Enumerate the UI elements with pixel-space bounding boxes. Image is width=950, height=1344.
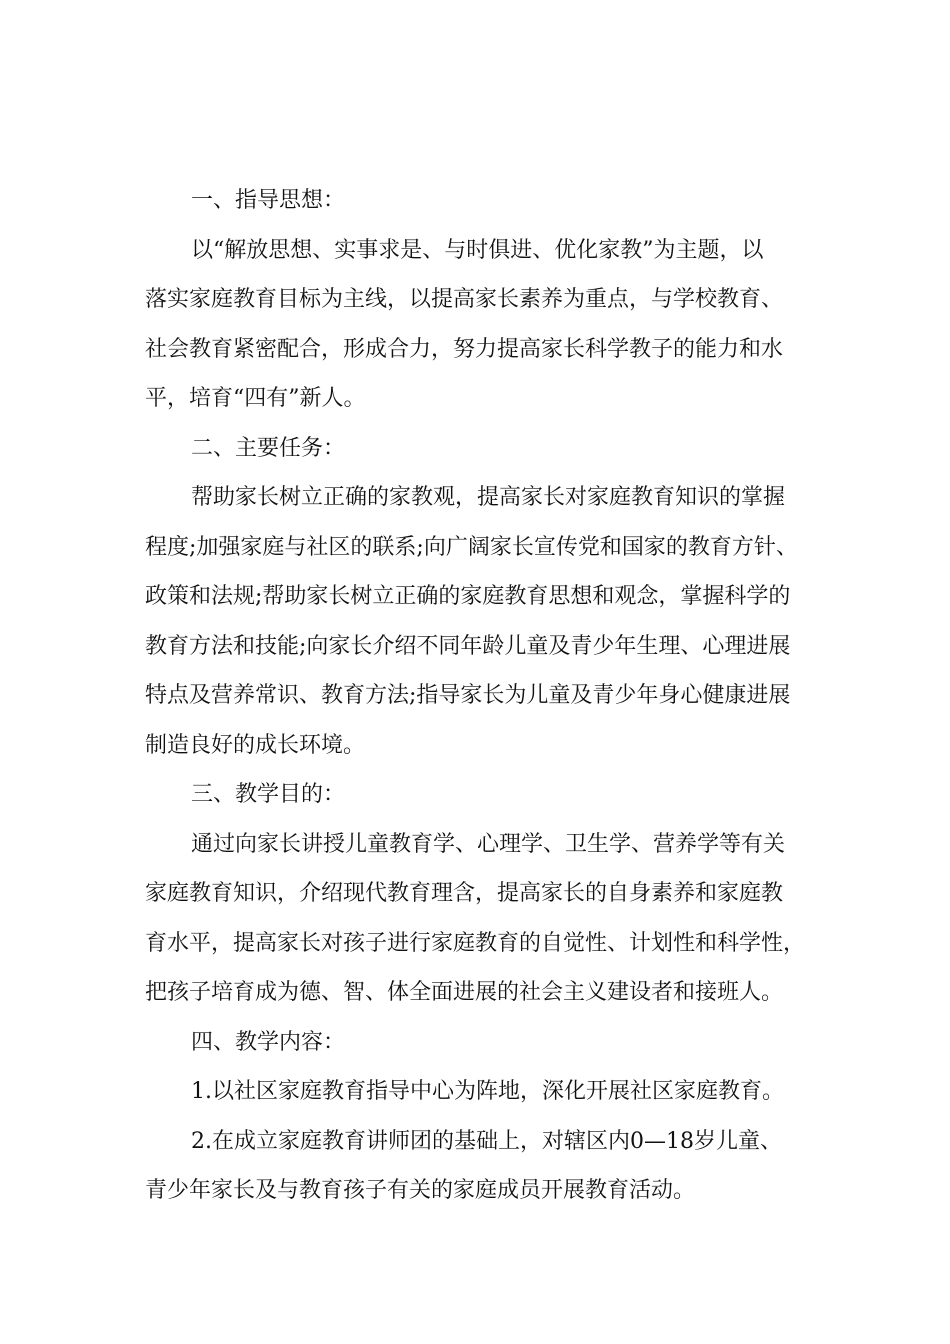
list-item: 2.在成立家庭教育讲师团的基础上，对辖区内0—18岁儿童、: [191, 1128, 782, 1154]
section-heading-guiding-ideology: 一、指导思想：: [191, 188, 346, 213]
paragraph-line: 政策和法规;帮助家长树立正确的家庭教育思想和观念，掌握科学的: [145, 584, 791, 609]
paragraph-line: 把孩子培育成为德、智、体全面进展的社会主义建设者和接班人。: [145, 980, 784, 1005]
paragraph-line: 制造良好的成长环境。: [145, 732, 366, 758]
paragraph-line: 青少年家长及与教育孩子有关的家庭成员开展教育活动。: [145, 1178, 696, 1203]
list-item: 1.以社区家庭教育指导中心为阵地，深化开展社区家庭教育。: [191, 1079, 784, 1104]
paragraph-line: 通过向家长讲授儿童教育学、心理学、卫生学、营养学等有关: [191, 831, 786, 857]
paragraph-line: 以“解放思想、实事求是、与时俱进、优化家教”为主题，以: [191, 237, 764, 263]
paragraph-line: 特点及营养常识、教育方法;指导家长为儿童及青少年身心健康进展: [145, 683, 791, 708]
paragraph-line: 教育方法和技能;向家长介绍不同年龄儿童及青少年生理、心理进展: [145, 633, 791, 659]
paragraph-line: 帮助家长树立正确的家教观，提高家长对家庭教育知识的掌握: [191, 485, 786, 510]
paragraph-line: 落实家庭教育目标为主线，以提高家长素养为重点，与学校教育、: [145, 287, 784, 312]
paragraph-line: 平，培育“四有”新人。: [145, 386, 366, 411]
section-heading-main-tasks: 二、主要任务：: [191, 435, 346, 461]
paragraph-line: 程度;加强家庭与社区的联系;向广阔家长宣传党和国家的教育方针、: [145, 534, 798, 560]
paragraph-line: 育水平，提高家长对孩子进行家庭教育的自觉性、计划性和科学性，: [145, 930, 806, 956]
document-body: [145, 176, 835, 1216]
section-heading-teaching-content: 四、教学内容：: [191, 1029, 346, 1055]
paragraph-line: 社会教育紧密配合，形成合力，努力提高家长科学教子的能力和水: [145, 336, 784, 362]
section-heading-teaching-purpose: 三、教学目的：: [191, 782, 346, 807]
paragraph-line: 家庭教育知识，介绍现代教育理含，提高家长的自身素养和家庭教: [145, 881, 784, 906]
